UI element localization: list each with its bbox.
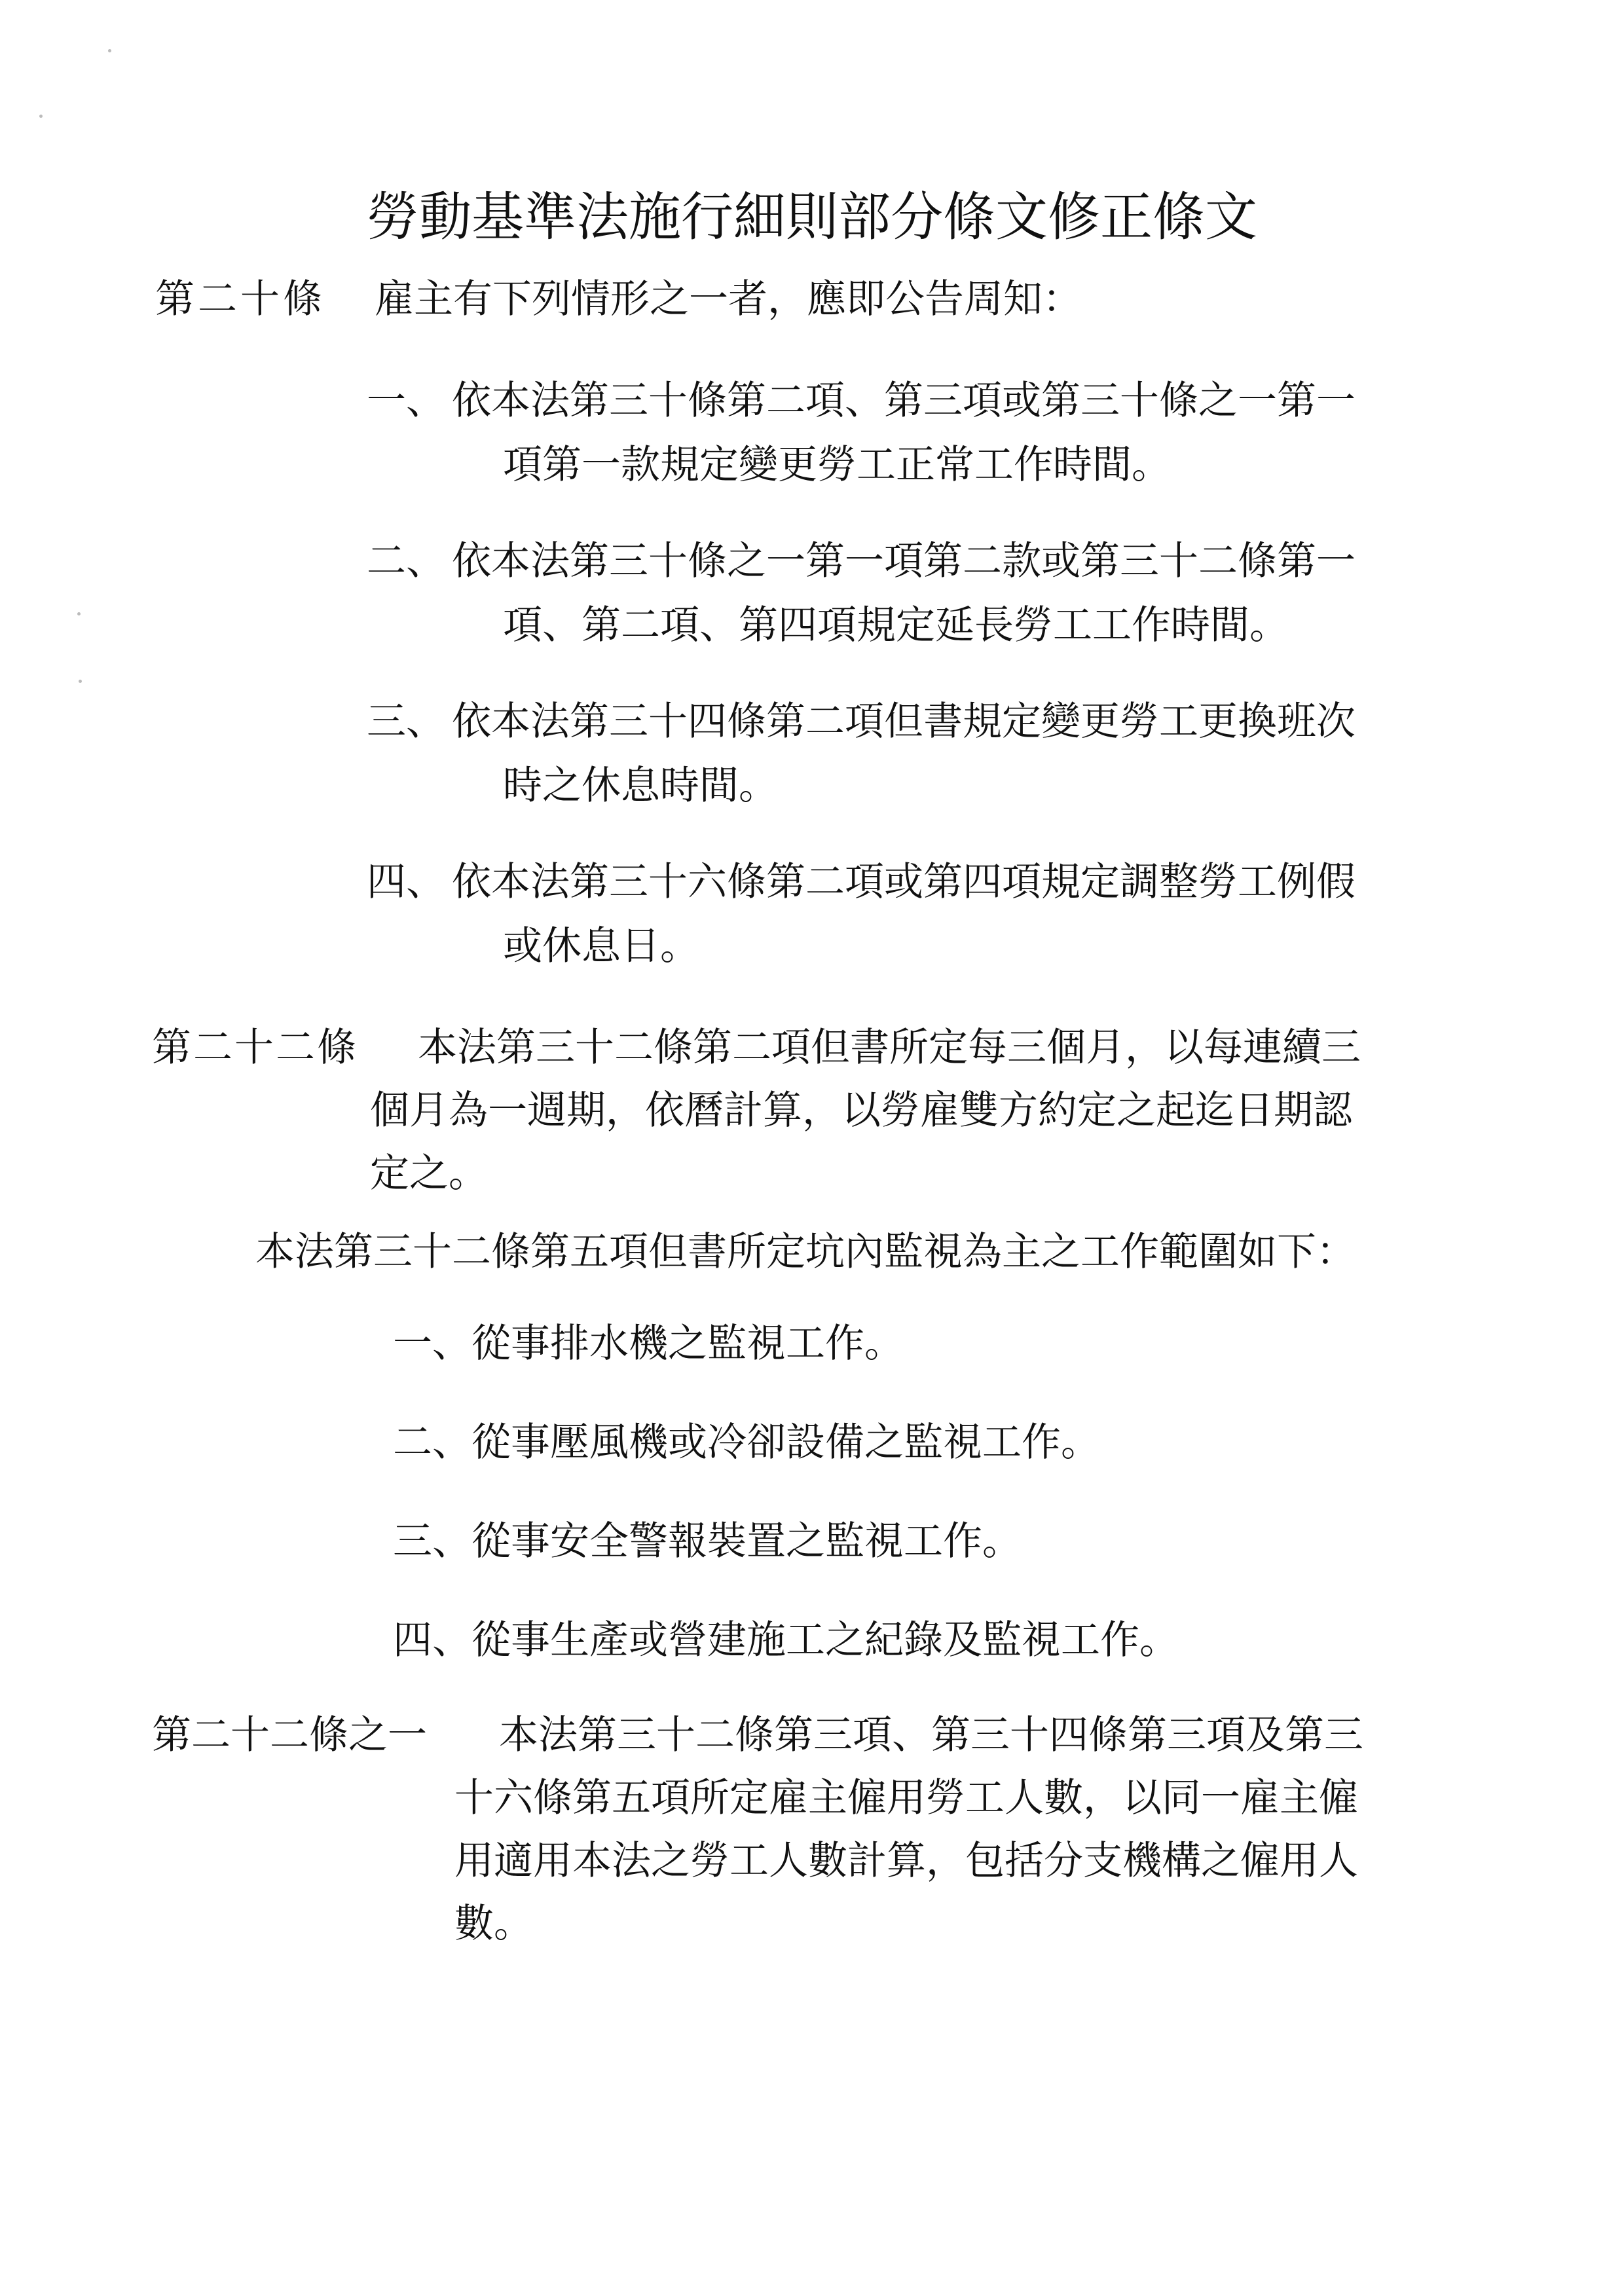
- scan-speck: [79, 680, 82, 683]
- article-22-para-1-line-1: 本法第三十二條第二項但書所定每三個月，以每連續三: [418, 1025, 1361, 1071]
- article-20-item-1-line-2: 項第一款規定變更勞工正常工作時間。: [503, 442, 1171, 488]
- article-20-label: 第二十條: [155, 276, 325, 322]
- article-22-item-1-marker: 一、: [393, 1321, 471, 1367]
- article-20-item-4-line-2: 或休息日。: [503, 923, 699, 969]
- article-22-item-2-text: 從事壓風機或冷卻設備之監視工作。: [471, 1420, 1100, 1465]
- article-20-item-1-line-1: 依本法第三十條第二項、第三項或第三十條之一第一: [452, 378, 1356, 424]
- article-22-item-4-marker: 四、: [393, 1617, 471, 1663]
- article-20-item-2-marker: 二、: [367, 538, 445, 584]
- scan-speck: [108, 49, 111, 52]
- article-20-item-3-line-1: 依本法第三十四條第二項但書規定變更勞工更換班次: [452, 699, 1356, 744]
- document-title: 勞動基準法施行細則部分條文修正條文: [367, 187, 1257, 248]
- article-20-intro: 雇主有下列情形之一者，應即公告周知：: [375, 276, 1082, 322]
- article-20-item-4-line-1: 依本法第三十六條第二項或第四項規定調整勞工例假: [452, 859, 1356, 905]
- article-20-item-2-line-1: 依本法第三十條之一第一項第二款或第三十二條第一: [452, 538, 1356, 584]
- article-20-item-4-marker: 四、: [367, 859, 445, 905]
- article-20-item-3-line-2: 時之休息時間。: [503, 763, 778, 809]
- article-22-item-1-text: 從事排水機之監視工作。: [471, 1321, 904, 1367]
- article-20-item-1-marker: 一、: [367, 378, 445, 424]
- article-22-label: 第二十二條: [152, 1025, 358, 1071]
- article-22-item-4: [393, 1614, 1179, 1666]
- article-22-para-1-line-2: 個月為一週期，依曆計算，以勞雇雙方約定之起迄日期認: [370, 1088, 1352, 1133]
- article-22-1-line-1: 本法第三十二條第三項、第三十四條第三項及第三: [499, 1712, 1363, 1758]
- article-22-item-3-marker: 三、: [393, 1518, 471, 1564]
- article-22-item-2: [393, 1416, 1100, 1469]
- article-22-1-label: 第二十二條之一: [152, 1712, 427, 1758]
- article-22-item-1: [393, 1317, 904, 1370]
- scan-speck: [39, 115, 43, 118]
- article-22-item-3-text: 從事安全警報裝置之監視工作。: [471, 1518, 1022, 1564]
- scan-speck: [77, 612, 81, 615]
- article-22-item-2-marker: 二、: [393, 1420, 471, 1465]
- article-22-item-3: [393, 1515, 1022, 1568]
- article-20-item-3-marker: 三、: [367, 699, 445, 744]
- article-22-para-1-line-3: 定之。: [370, 1150, 488, 1196]
- article-22-1-line-2: 十六條第五項所定雇主僱用勞工人數，以同一雇主僱: [454, 1775, 1358, 1821]
- article-20-item-2-line-2: 項、第二項、第四項規定延長勞工工作時間。: [503, 602, 1289, 648]
- article-22-para-2-intro: 本法第三十二條第五項但書所定坑內監視為主之工作範圍如下：: [255, 1229, 1356, 1275]
- article-22-1-line-4: 數。: [454, 1901, 533, 1947]
- article-22-item-4-text: 從事生產或營建施工之紀錄及監視工作。: [471, 1617, 1179, 1663]
- article-22-1-line-3: 用適用本法之勞工人數計算，包括分支機構之僱用人: [454, 1838, 1358, 1884]
